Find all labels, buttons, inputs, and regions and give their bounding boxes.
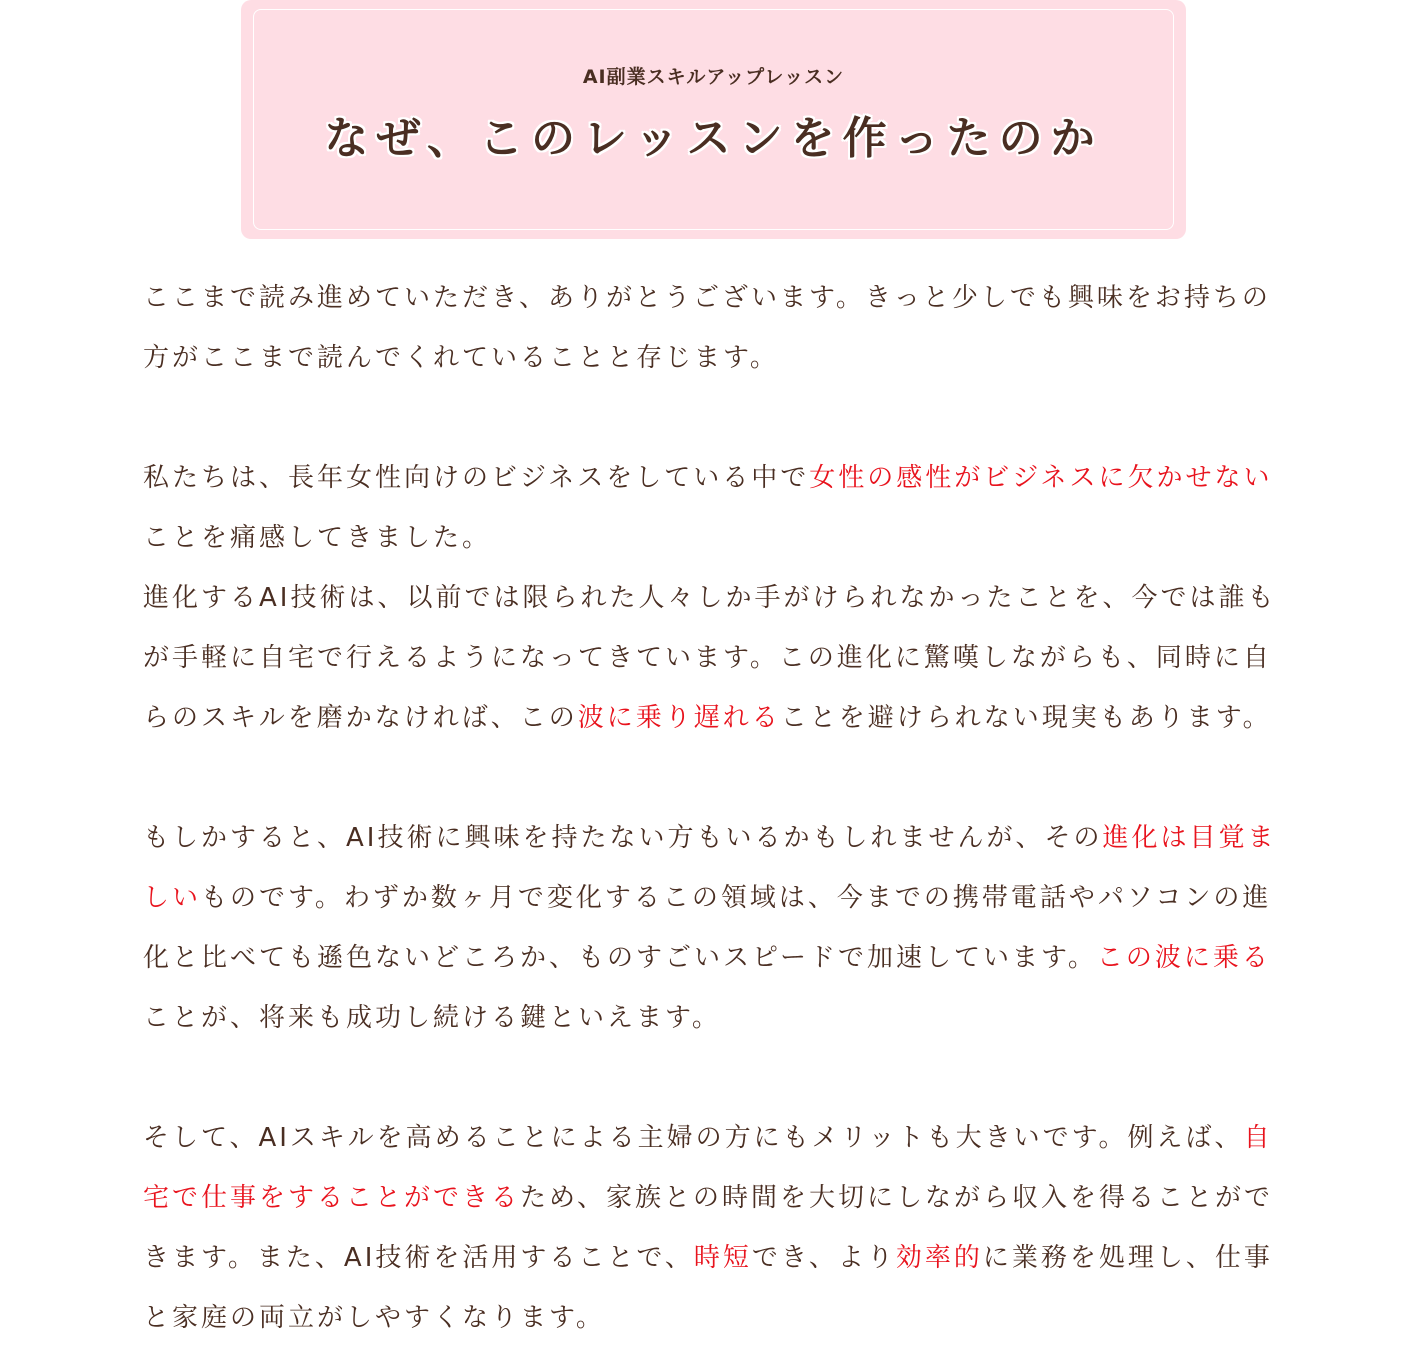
paragraph-1 xyxy=(143,268,1283,388)
paragraph-2 xyxy=(143,448,1283,748)
text-segment: 進化するAI技術は、以前では限られた人々しか手がけられなかったことを、今では誰もが手軽に自宅で行えるようになってきています。この進化に驚嘆しながらも、同時に自らのスキルを磨かなければ、この xyxy=(143,583,1277,733)
text-segment: もしかすると、AI技術に興味を持たない方もいるかもしれませんが、その xyxy=(143,823,1103,853)
text-segment: そして、AIスキルを高めることによる主婦の方にもメリットも大きいです。例えば、 xyxy=(143,1123,1244,1153)
highlight-text: 自宅で仕事をすることができる xyxy=(143,1123,1273,1213)
highlight-text: 波に乗り遅れる xyxy=(577,703,781,733)
banner-subtitle: AI副業スキルアップレッスン xyxy=(582,66,845,88)
page-title: なぜ、このレッスンを作ったのか xyxy=(324,113,1103,164)
paragraph-4 xyxy=(143,1108,1283,1348)
text-segment: ことを痛感してきました。 xyxy=(143,523,492,553)
text-segment: ため、家族との時間を大切にしながら収入を得ることができます。また、AI技術を活用することで、 xyxy=(143,1183,1273,1273)
text-segment: 私たちは、長年女性向けのビジネスをしている中で xyxy=(143,463,810,493)
text-segment: に業務を処理し、仕事と家庭の両立がしやすくなります。 xyxy=(143,1243,1273,1333)
title-banner xyxy=(241,0,1186,239)
highlight-text: 時短 xyxy=(693,1243,752,1273)
highlight-text: 進化は目覚ましい xyxy=(143,823,1277,913)
text-segment: ここまで読み進めていただき、ありがとうございます。きっと少しでも興味をお持ちの方がここまで読んでくれていることと存じます。 xyxy=(143,283,1271,373)
paragraph-3 xyxy=(143,808,1283,1048)
text-segment: でき、より xyxy=(751,1243,896,1273)
text-segment: ことを避けられない現実もあります。 xyxy=(780,703,1272,733)
highlight-text: 女性の感性がビジネスに欠かせない xyxy=(809,463,1273,493)
highlight-text: この波に乗る xyxy=(1096,943,1271,973)
article-body xyxy=(143,268,1283,1348)
text-segment: ものです。わずか数ヶ月で変化するこの領域は、今までの携帯電話やパソコンの進化と比べても遜色ないどころか、ものすごいスピードで加速しています。 xyxy=(143,883,1272,973)
text-segment: ことが、将来も成功し続ける鍵といえます。 xyxy=(143,1003,721,1033)
highlight-text: 効率的 xyxy=(895,1243,983,1273)
